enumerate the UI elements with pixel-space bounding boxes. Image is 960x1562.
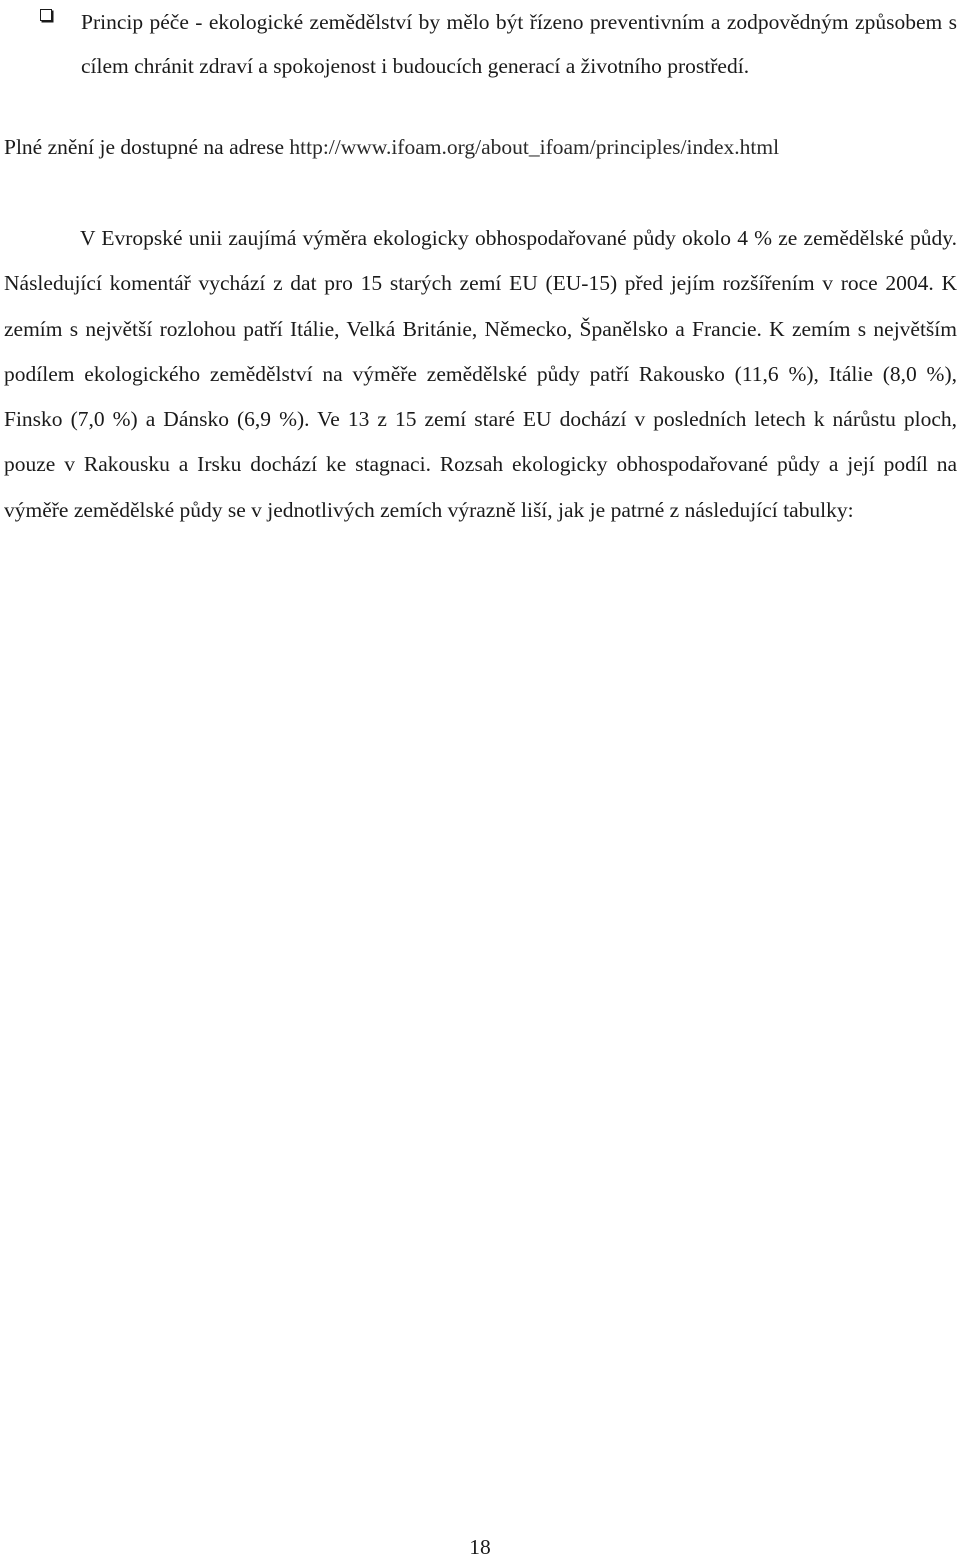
page-number: 18 [469,1535,491,1559]
principles-link[interactable]: http://www.ifoam.org/about_ifoam/principles/index.html [289,135,780,159]
full-text-reference [4,125,954,169]
full-text-prefix: Plné znění je dostupné na adrese [4,135,290,159]
body-paragraph: V Evropské unii zaujímá výměra ekologicky obhospodařované půdy okolo 4 % ze zemědělské půdy. Následující komentář vychází z dat pro 15 starých zemí EU (EU-15) před jejím rozšířením v roce 2004. K zemím s největší rozlohou patří Itálie, Velká Británie, Německo, Španělsko a Francie. K zemím s největším podílem ekologického zemědělství na výměře zemědělské půdy patří Rakousko (11,6 %), Itálie (8,0 %), Finsko (7,0 %) a Dánsko (6,9 %). Ve 13 z 15 zemí staré EU dochází v posledních letech k nárůstu ploch, pouze v Rakousku a Irsku dochází ke stagnaci. Rozsah ekologicky obhospodařované půdy a její podíl na výměře zemědělské půdy se v jednotlivých zemích výrazně liší, jak je patrné z následující tabulky: [4,226,957,522]
bullet-text: Princip péče - ekologické zemědělství by mělo být řízeno preventivním a zodpovědným způsobem s cílem chránit zdraví a spokojenost i budoucích generací a životního prostředí. [81,10,957,78]
checkbox-bullet-icon [40,9,52,21]
